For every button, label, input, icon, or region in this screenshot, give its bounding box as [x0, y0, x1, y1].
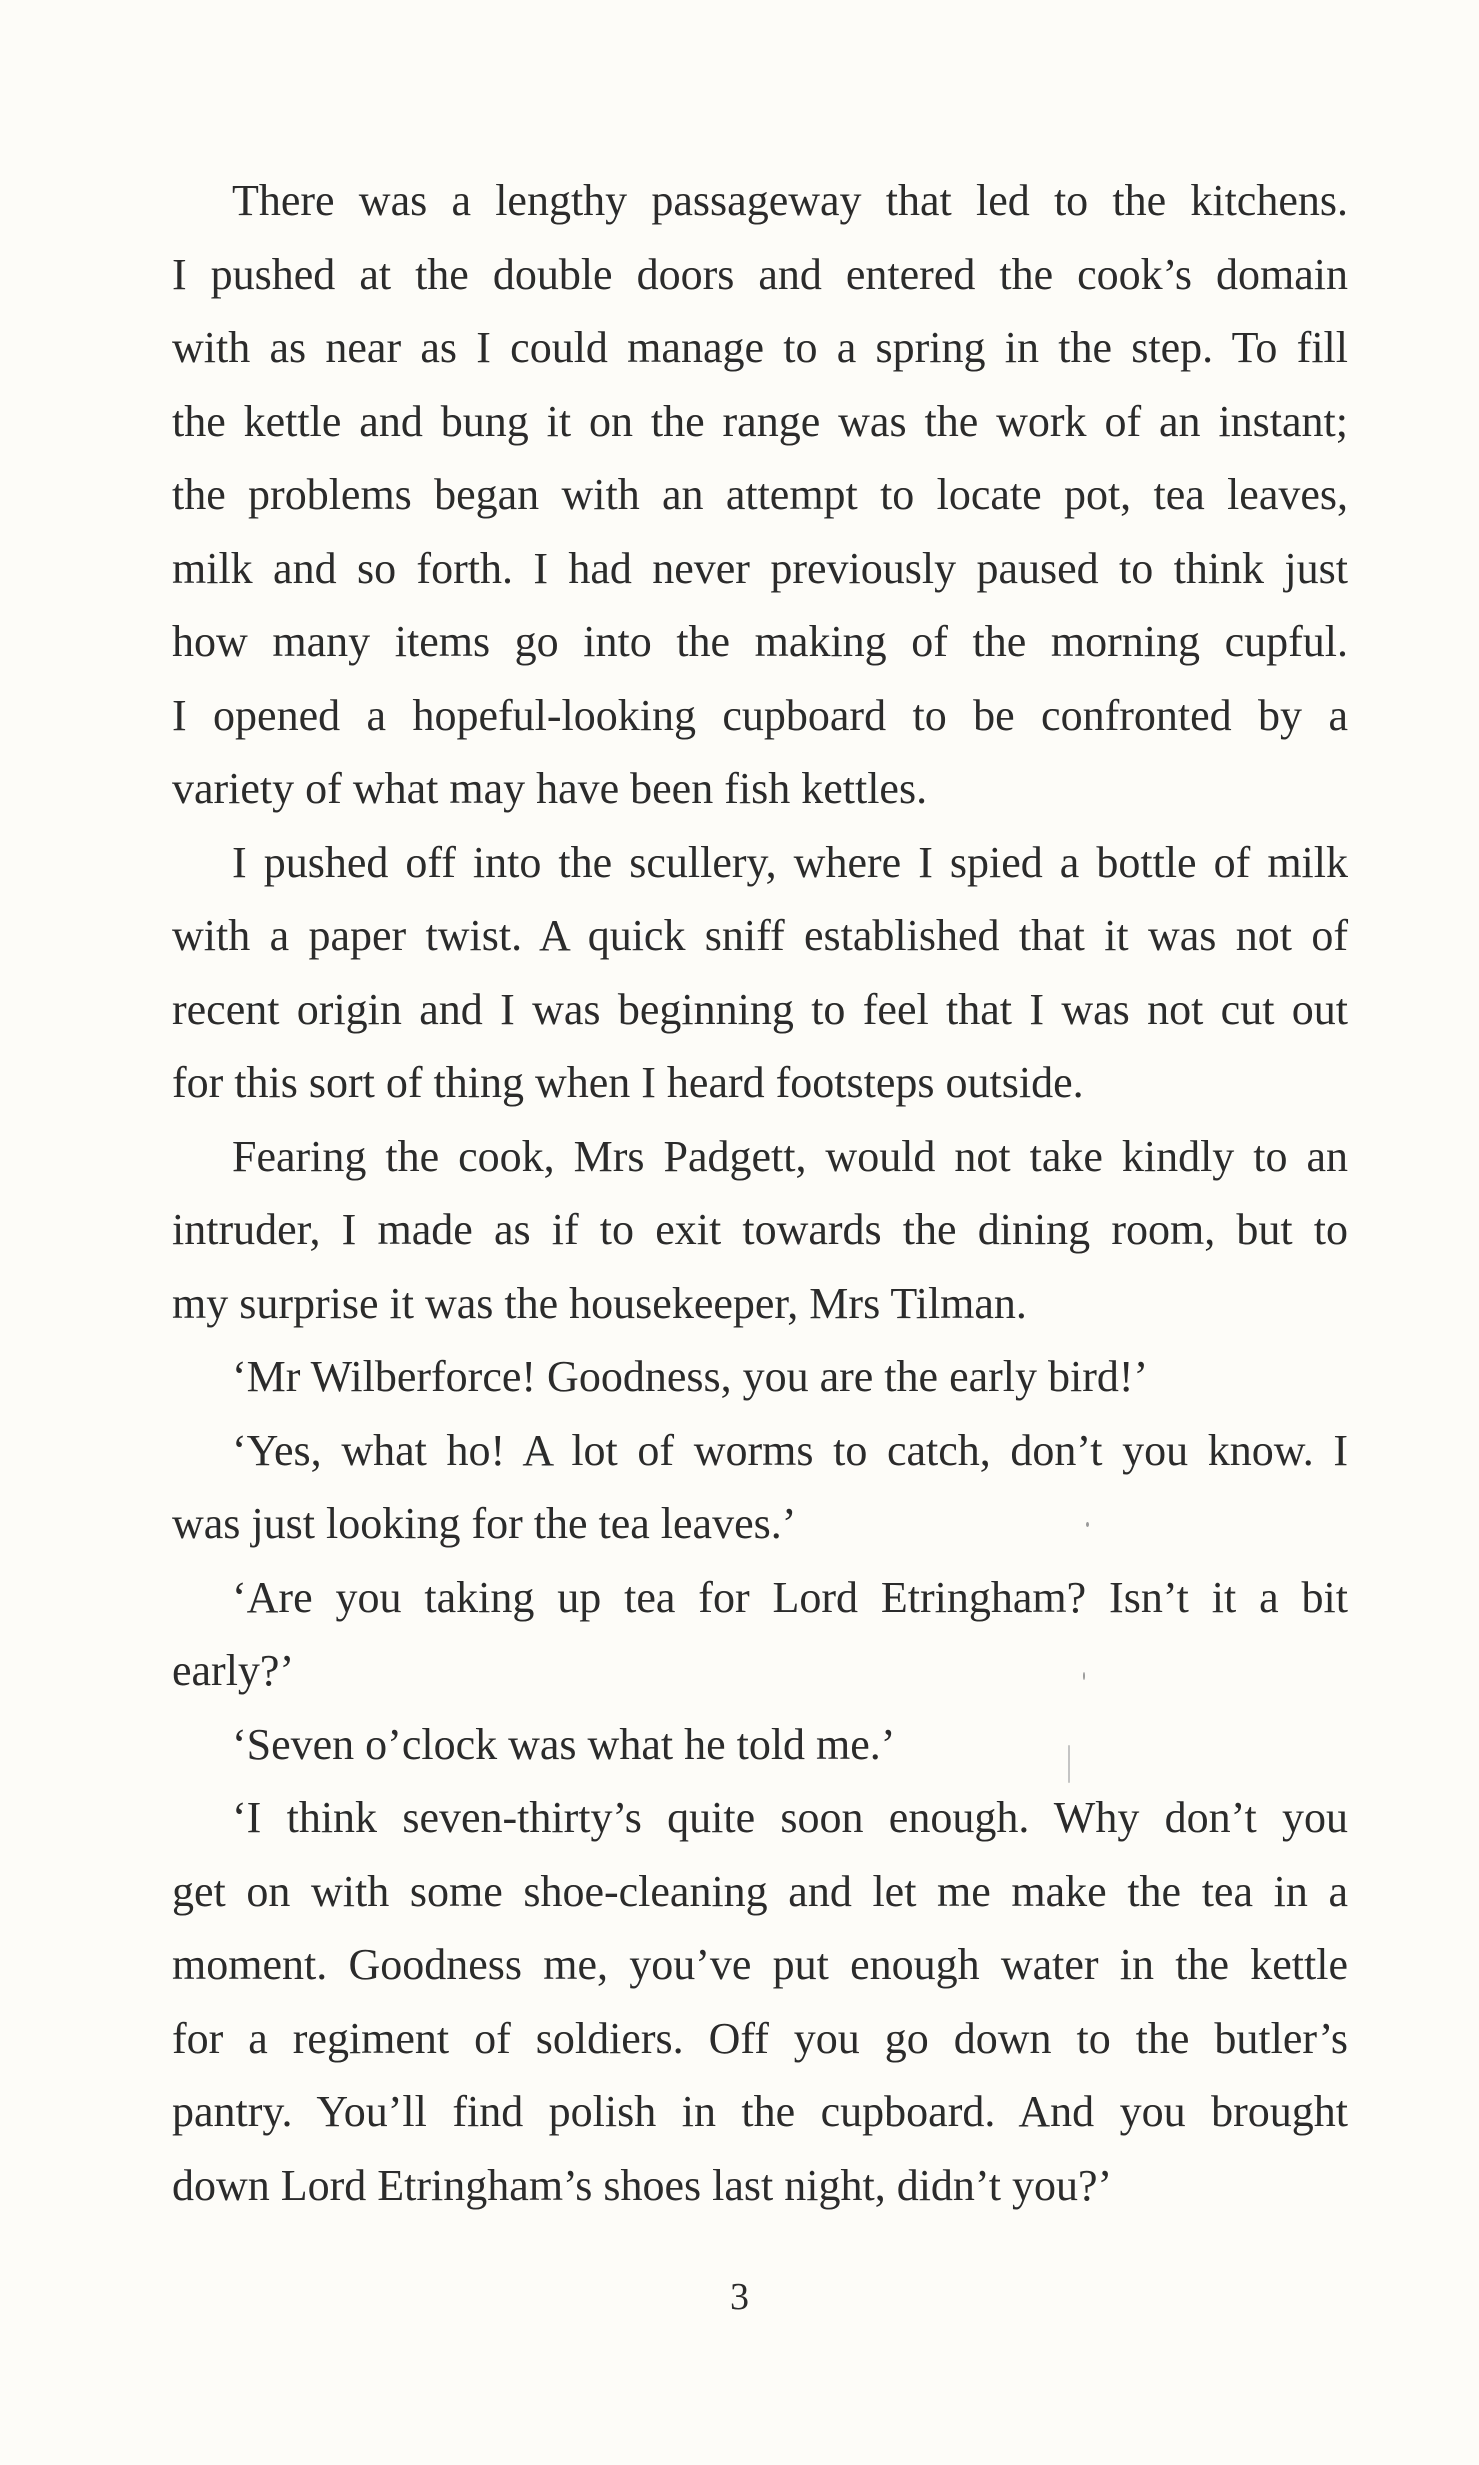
text-line: I opened a hopeful-looking cupboard to be confronted by a [172, 690, 1348, 740]
text-line: I pushed at the double doors and entered the cook’s domain [172, 249, 1348, 299]
scan-speck [1083, 1672, 1085, 1680]
scan-speck [1086, 1522, 1089, 1527]
text-line: recent origin and I was beginning to feel that I was not cut out [172, 984, 1348, 1034]
text-line: early?’ [172, 1646, 295, 1695]
paragraph [172, 826, 1348, 1120]
paragraph [172, 1561, 1348, 1708]
text-line: ‘Mr Wilberforce! Goodness, you are the early bird!’ [232, 1352, 1149, 1401]
text-line: ‘Seven o’clock was what he told me.’ [232, 1719, 896, 1769]
text-line: ‘Yes, what ho! A lot of worms to catch, don’t you know. I [232, 1425, 1348, 1475]
text-line: ‘I think seven-thirty’s quite soon enough. Why don’t you [232, 1793, 1348, 1842]
text-line: There was a lengthy passageway that led to the kitchens. [232, 176, 1348, 225]
paragraph [172, 1120, 1348, 1341]
paragraph [172, 1708, 1348, 1782]
paragraph [172, 1340, 1348, 1414]
paragraph [172, 1781, 1348, 2222]
text-line: how many items go into the making of the morning cupful. [172, 617, 1348, 666]
text-line: down Lord Etringham’s shoes last night, didn’t you?’ [172, 2160, 1113, 2210]
text-line: ‘Are you taking up tea for Lord Etringham? Isn’t it a bit [232, 1572, 1348, 1622]
text-line: intruder, I made as if to exit towards the dining room, but to [172, 1205, 1348, 1254]
paragraph [172, 164, 1348, 826]
text-line: I pushed off into the scullery, where I spied a bottle of milk [232, 837, 1348, 887]
paragraph [172, 1414, 1348, 1561]
text-line: Fearing the cook, Mrs Padgett, would not take kindly to an [232, 1131, 1348, 1181]
text-line: variety of what may have been fish kettles. [172, 764, 928, 813]
text-line: was just looking for the tea leaves.’ [172, 1499, 797, 1548]
text-line: with a paper twist. A quick sniff established that it was not of [172, 911, 1348, 960]
body-text [172, 164, 1348, 2222]
text-line: the kettle and bung it on the range was the work of an instant; [172, 396, 1348, 446]
text-line: get on with some shoe-cleaning and let me make the tea in a [172, 1866, 1348, 1916]
scan-speck [1068, 1745, 1070, 1783]
text-line: pantry. You’ll find polish in the cupboard. And you brought [172, 2087, 1348, 2136]
page-number: 3 [730, 2276, 749, 2318]
text-line: milk and so forth. I had never previously paused to think just [172, 543, 1348, 593]
text-line: for this sort of thing when I heard footsteps outside. [172, 1058, 1084, 1107]
text-line: moment. Goodness me, you’ve put enough water in the kettle [172, 1940, 1348, 1989]
text-line: the problems began with an attempt to locate pot, tea leaves, [172, 470, 1348, 519]
text-line: with as near as I could manage to a spring in the step. To fill [172, 323, 1348, 372]
text-line: for a regiment of soldiers. Off you go down to the butler’s [172, 2013, 1348, 2063]
text-line: my surprise it was the housekeeper, Mrs Tilman. [172, 1278, 1027, 1328]
